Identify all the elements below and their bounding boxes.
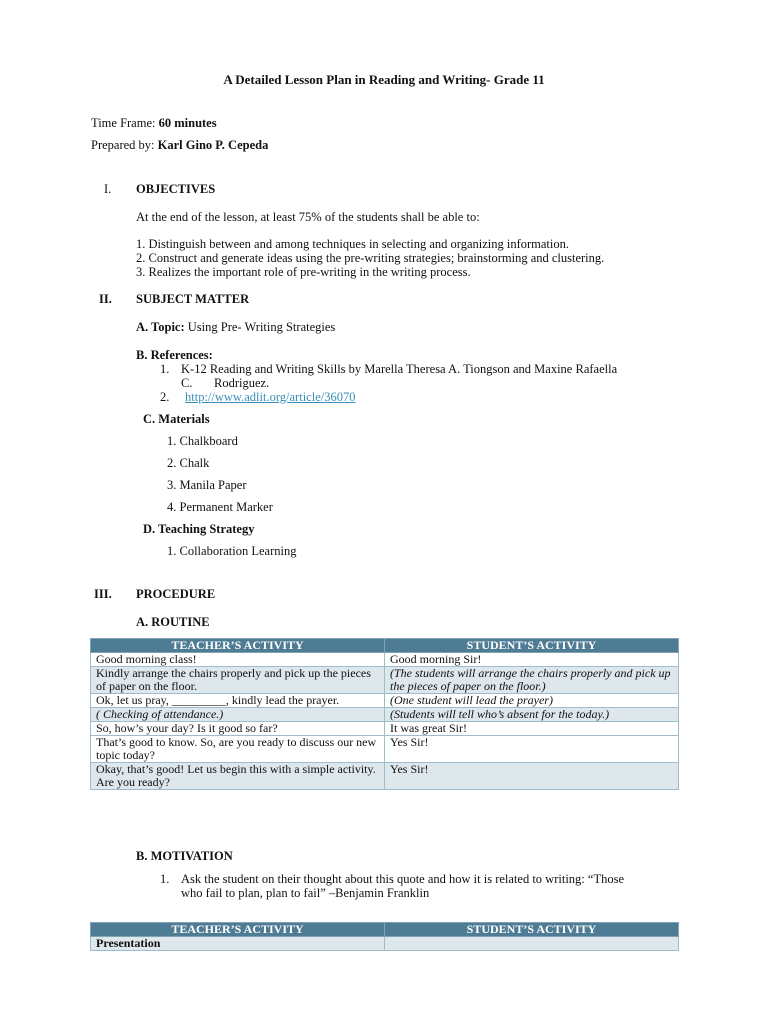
table-row	[91, 763, 679, 790]
page-title: A Detailed Lesson Plan in Reading and Writing- Grade 11	[223, 72, 545, 87]
teaching-strategy-item: 1. Collaboration Learning	[167, 544, 297, 558]
teacher-cell: Ok, let us pray, _________, kindly lead the prayer.	[91, 694, 385, 708]
teacher-cell: Okay, that’s good! Let us begin this with a simple activity. Are you ready?	[91, 763, 385, 790]
student-cell: Yes Sir!	[385, 763, 679, 790]
topic-label: A. Topic:	[136, 320, 185, 334]
materials-label: C. Materials	[143, 412, 210, 426]
reference-1-surname: Rodriguez.	[214, 376, 270, 390]
table-row	[91, 667, 679, 694]
topic-value: Using Pre- Writing Strategies	[187, 320, 336, 334]
teacher-activity-header: TEACHER’S ACTIVITY	[91, 923, 385, 937]
reference-1-number: 1.	[160, 362, 170, 376]
subject-matter-heading: SUBJECT MATTER	[136, 292, 250, 306]
student-cell: (The students will arrange the chairs properly and pick up the pieces of paper on the floor.)	[385, 667, 679, 694]
routine-label: A. ROUTINE	[136, 615, 210, 629]
material-item: 2. Chalk	[167, 456, 210, 470]
student-cell: It was great Sir!	[385, 722, 679, 736]
time-frame-label: Time Frame:	[91, 116, 156, 130]
objective-item: 2. Construct and generate ideas using the pre-writing strategies; brainstorming and clustering.	[136, 251, 605, 265]
topic	[136, 320, 335, 335]
student-activity-header: STUDENT’S ACTIVITY	[385, 639, 679, 653]
table-row	[91, 694, 679, 708]
table-row	[91, 736, 679, 763]
material-item: 3. Manila Paper	[167, 478, 247, 492]
teacher-cell: That’s good to know. So, are you ready to discuss our new topic today?	[91, 736, 385, 763]
objective-item: 3. Realizes the important role of pre-writing in the writing process.	[136, 265, 471, 279]
material-item: 4. Permanent Marker	[167, 500, 273, 514]
references-label: B. References:	[136, 348, 213, 362]
material-item: 1. Chalkboard	[167, 434, 238, 448]
motivation-table	[90, 922, 679, 951]
student-activity-header: STUDENT’S ACTIVITY	[385, 923, 679, 937]
reference-1-initial: C.	[181, 376, 193, 390]
student-cell: (Students will tell who’s absent for the today.)	[385, 708, 679, 722]
empty-cell	[385, 937, 679, 951]
procedure-numeral: III.	[94, 587, 112, 601]
prepared-by	[91, 138, 268, 153]
prepared-by-value: Karl Gino P. Cepeda	[157, 138, 269, 152]
table-row	[91, 722, 679, 736]
teacher-cell: ( Checking of attendance.)	[91, 708, 385, 722]
table-row	[91, 708, 679, 722]
objectives-heading: OBJECTIVES	[136, 182, 216, 196]
table-row	[91, 937, 679, 951]
objectives-numeral: I.	[104, 182, 112, 196]
time-frame-value: 60 minutes	[158, 116, 217, 130]
motivation-number: 1.	[160, 872, 170, 886]
student-cell: Good morning Sir!	[385, 653, 679, 667]
motivation-line-1: Ask the student on their thought about this quote and how it is related to writing: “Those	[181, 872, 624, 886]
objective-item: 1. Distinguish between and among techniques in selecting and organizing information.	[136, 237, 570, 251]
reference-1-text: K-12 Reading and Writing Skills by Marella Theresa A. Tiongson and Maxine Rafaella	[181, 362, 618, 376]
time-frame	[91, 116, 217, 131]
student-cell: (One student will lead the prayer)	[385, 694, 679, 708]
routine-table	[90, 638, 679, 790]
teacher-cell: Good morning class!	[91, 653, 385, 667]
objectives-intro: At the end of the lesson, at least 75% of the students shall be able to:	[136, 210, 480, 224]
teacher-cell: So, how’s your day? Is it good so far?	[91, 722, 385, 736]
subject-matter-numeral: II.	[99, 292, 112, 306]
reference-2-number: 2.	[160, 390, 170, 404]
procedure-heading: PROCEDURE	[136, 587, 216, 601]
motivation-label: B. MOTIVATION	[136, 849, 233, 863]
motivation-line-2: who fail to plan, plan to fail” –Benjamin Franklin	[181, 886, 430, 900]
teacher-cell: Kindly arrange the chairs properly and pick up the pieces of paper on the floor.	[91, 667, 385, 694]
reference-2-link[interactable]: http://www.adlit.org/article/36070	[185, 390, 356, 404]
presentation-cell: Presentation	[91, 937, 385, 951]
prepared-by-label: Prepared by:	[91, 138, 155, 152]
student-cell: Yes Sir!	[385, 736, 679, 763]
teaching-strategy-label: D. Teaching Strategy	[143, 522, 255, 536]
teacher-activity-header: TEACHER’S ACTIVITY	[91, 639, 385, 653]
table-row	[91, 653, 679, 667]
